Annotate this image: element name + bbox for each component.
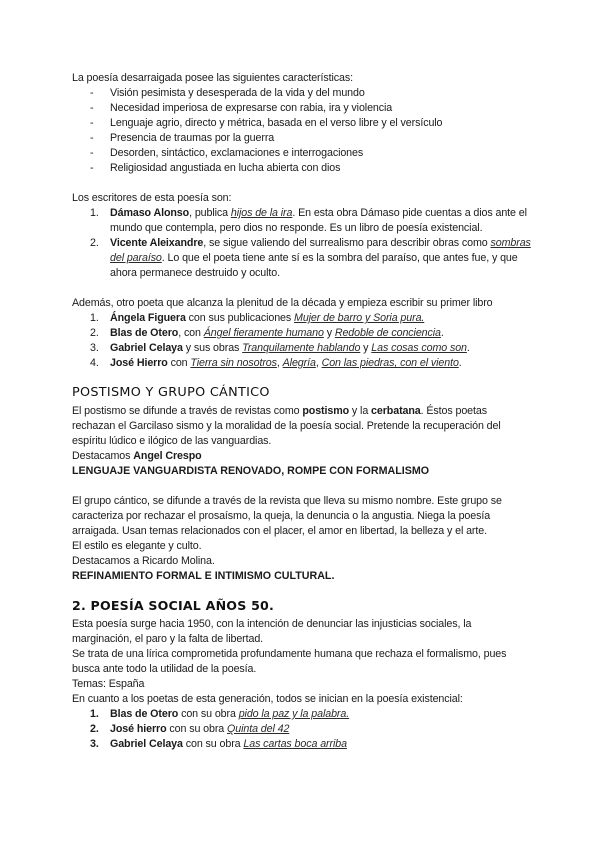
text: , — [315, 357, 322, 369]
text: y — [323, 327, 335, 339]
list-item — [90, 356, 532, 371]
author-name: José Hierro — [110, 357, 168, 369]
list-item — [90, 737, 532, 752]
text: con sus publicaciones — [185, 312, 295, 324]
text: , se sigue valiendo del surrealismo para describir obras como — [203, 237, 491, 249]
text: . — [458, 357, 462, 369]
tagline: LENGUAJE VANGUARDISTA RENOVADO, ROMPE CON FORMALISMO — [72, 465, 430, 477]
text: con su obra — [182, 738, 244, 750]
list-item: - Necesidad imperiosa de expresarse con rabia, ira y violencia — [90, 101, 532, 116]
text: y la — [349, 405, 372, 417]
work-title: sombras del paraíso — [110, 237, 531, 264]
author-name: Blas de Otero — [110, 327, 179, 339]
item-number: 2. — [90, 327, 99, 339]
item-number: 1. — [90, 207, 99, 219]
bold-term: postismo — [302, 405, 350, 417]
list-item — [90, 341, 532, 356]
work-title: pido la paz y la palabra. — [238, 708, 350, 720]
item-number: 2. — [90, 723, 99, 735]
work-title: Ángel fieramente humano — [203, 327, 324, 339]
text: Destacamos — [72, 450, 134, 462]
work-title: Mujer de barro y Soria pura. — [294, 312, 425, 324]
list-item — [90, 722, 532, 737]
work-title: Tranquilamente hablando — [242, 342, 361, 354]
highlight-line — [72, 449, 532, 464]
list-item: - Desorden, sintáctico, exclamaciones e interrogaciones — [90, 146, 532, 161]
list-item — [90, 206, 532, 236]
author-name: Dámaso Alonso — [110, 207, 190, 219]
work-title: hijos de la ira — [230, 207, 293, 219]
paragraph: El estilo es elegante y culto. — [72, 540, 202, 552]
text: con su obra — [166, 723, 228, 735]
list-item: - Visión pesimista y desesperada de la vida y del mundo — [90, 86, 532, 101]
author-name: Gabriel Celaya — [110, 738, 183, 750]
item-number: 4. — [90, 357, 99, 369]
document-page — [72, 71, 532, 752]
other-poets-list — [72, 311, 532, 371]
work-title: Las cartas boca arriba — [243, 738, 347, 750]
writers-intro: Los escritores de esta poesía son: — [72, 192, 232, 204]
author-name: Ángela Figuera — [110, 312, 186, 324]
paragraph: Esta poesía surge hacia 1950, con la intención de denunciar las injusticias sociales, la marginación, el paro y la falta de libertad. — [72, 618, 472, 645]
text: y sus obras — [182, 342, 243, 354]
themes-line: Temas: España — [72, 678, 145, 690]
work-title: Redoble de conciencia — [334, 327, 441, 339]
list-item: - Religiosidad angustiada en lucha abierta con dios — [90, 161, 532, 176]
paragraph: Se trata de una lírica comprometida profundamente humana que rechaza el formalismo, pues busca ante todo la utilidad de la poesía. — [72, 648, 507, 675]
work-title: Las cosas como son — [371, 342, 467, 354]
text: con su obra — [178, 708, 239, 720]
author-name: Vicente Aleixandre — [110, 237, 204, 249]
text: El postismo se difunde a través de revistas como — [72, 405, 303, 417]
list-item — [90, 707, 532, 722]
text: y — [360, 342, 372, 354]
text: , con — [178, 327, 204, 339]
paragraph: El grupo cántico, se difunde a través de la revista que lleva su mismo nombre. Este grupo se caracteriza por rechazar el prosaísmo, la queja, la denuncia o la angustia. Niega la poesía arraigada. Usan temas relacionados con el placer, el amor en libertad, la belleza y el arte. — [72, 495, 502, 537]
writers-list — [72, 206, 532, 281]
list-item — [90, 326, 532, 341]
text: . — [440, 327, 444, 339]
section-heading-poesia-social: 2. POESÍA SOCIAL AÑOS 50. — [72, 598, 274, 613]
work-title: Tierra sin nosotros — [190, 357, 277, 369]
text: . — [466, 342, 470, 354]
text: , publica — [189, 207, 231, 219]
list-item — [90, 311, 532, 326]
bold-term: cerbatana — [371, 405, 421, 417]
intro-text: La poesía desarraigada posee las siguientes características: — [72, 72, 353, 84]
list-item — [90, 236, 532, 281]
tagline: REFINAMIENTO FORMAL E INTIMISMO CULTURAL. — [72, 570, 335, 582]
highlight-line: Destacamos a Ricardo Molina. — [72, 555, 215, 567]
section-heading-postismo: POSTISMO Y GRUPO CÁNTICO — [72, 385, 270, 400]
text: . En esta obra Dámaso pide cuentas a dios ante el mundo que contempla, pero dios no responde. Es un libro de poesía existencial. — [110, 207, 527, 234]
text: , — [276, 357, 283, 369]
item-number: 2. — [90, 237, 99, 249]
item-number: 3. — [90, 738, 99, 750]
item-number: 1. — [90, 708, 99, 720]
social-poets-list — [72, 707, 532, 752]
paragraph — [72, 404, 532, 449]
text: con — [167, 357, 191, 369]
text: . Éstos poetas rechazan el Garcilaso sismo y la moralidad de la poesía social. Pretende la recuperación del espíritu lúdico e ilógico de las vanguardias. — [72, 405, 501, 447]
text: . Lo que el poeta tiene ante sí es la sombra del paraíso, que antes fue, y que ahora permanece destruido y oculto. — [110, 252, 518, 279]
author-name: Gabriel Celaya — [110, 342, 183, 354]
author-name: Blas de Otero — [110, 708, 179, 720]
author-name: José hierro — [110, 723, 167, 735]
author-name: Angel Crespo — [133, 450, 202, 462]
list-item: - Lenguaje agrio, directo y métrica, basada en el verso libre y el versículo — [90, 116, 532, 131]
work-title: Con las piedras, con el viento — [321, 357, 459, 369]
characteristics-list — [72, 86, 532, 176]
work-title: Alegría — [282, 357, 316, 369]
list-item: - Presencia de traumas por la guerra — [90, 131, 532, 146]
also-intro: Además, otro poeta que alcanza la plenitud de la década y empieza escribir su primer libro — [72, 297, 493, 309]
item-number: 1. — [90, 312, 99, 324]
paragraph: En cuanto a los poetas de esta generación, todos se inician en la poesía existencial: — [72, 693, 463, 705]
work-title: Quinta del 42 — [227, 723, 290, 735]
item-number: 3. — [90, 342, 99, 354]
